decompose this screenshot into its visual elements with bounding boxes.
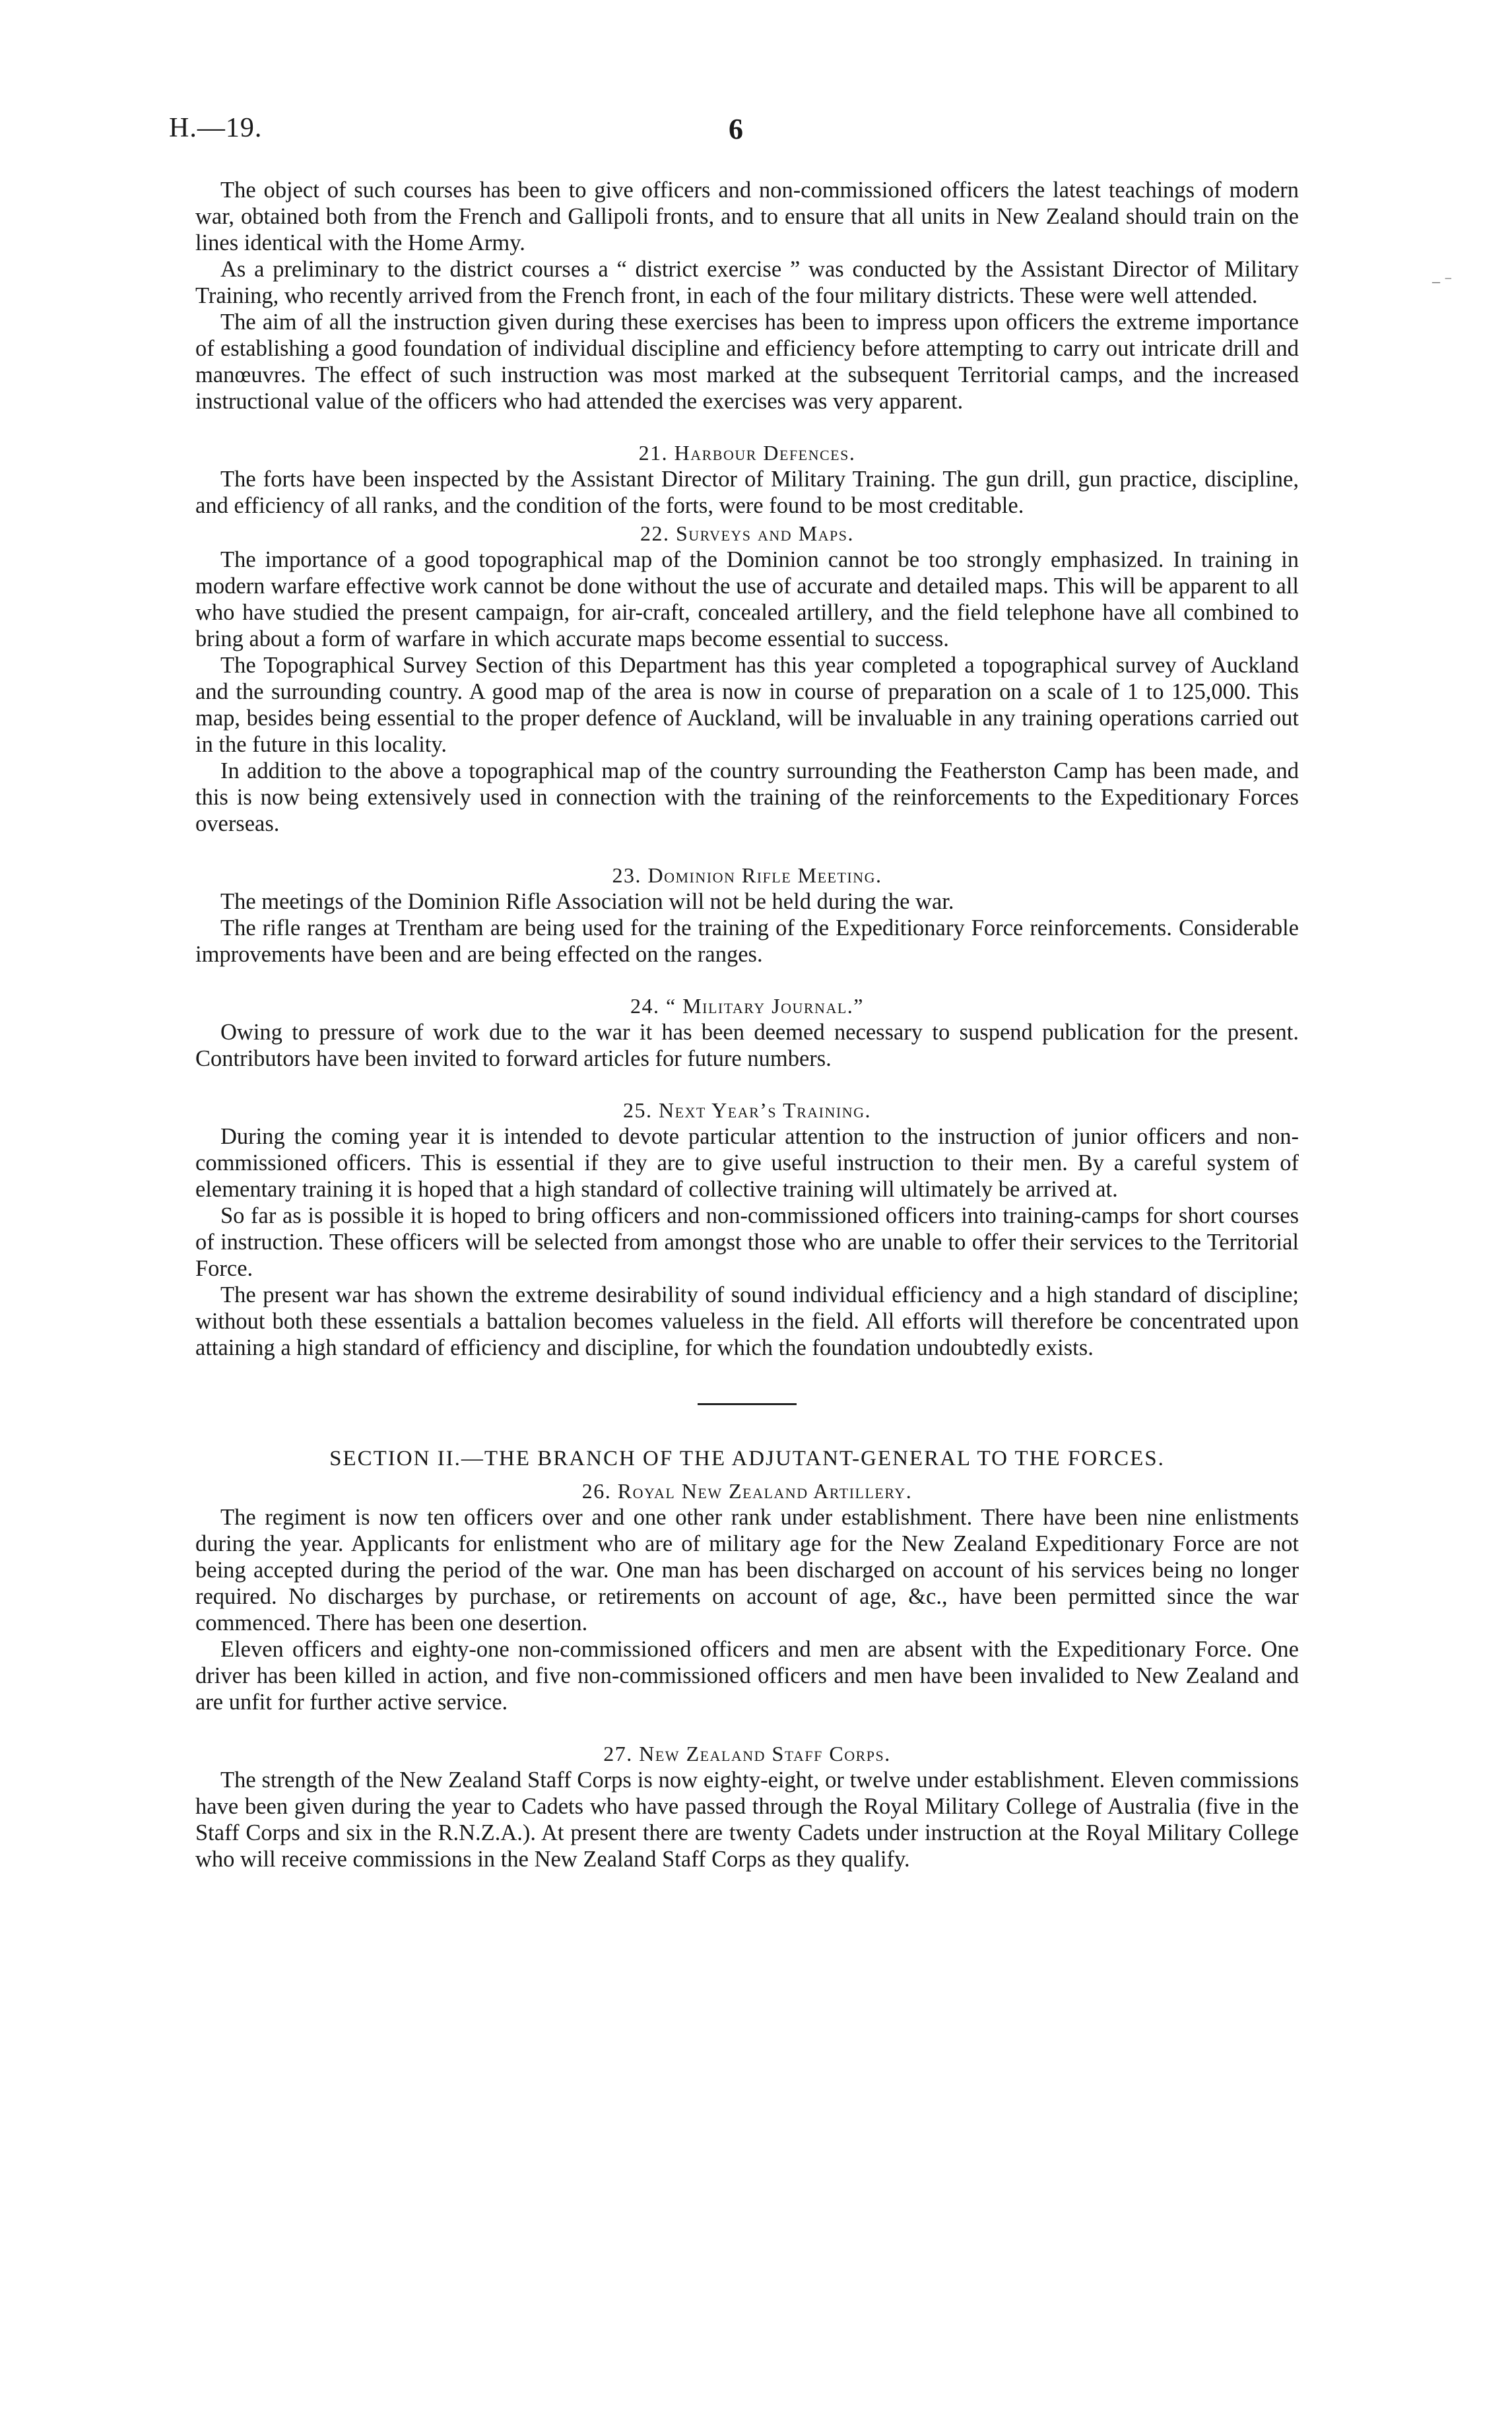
paragraph: The rifle ranges at Trentham are being used for the training of the Expeditionary Force reinforcements. Considerable improvements have been and are being effected on the ranges. — [195, 915, 1299, 967]
paragraph: Eleven officers and eighty-one non-commissioned officers and men are absent with the Expeditionary Force. One driver has been killed in action, and five non-commissioned officers and men have been invalided to New Zealand and are unfit for further active service. — [195, 1637, 1299, 1715]
paragraph: The aim of all the instruction given during these exercises has been to impress upon officers the extreme importance of establishing a good foundation of individual discipline and efficiency before attempting to carry out intricate drill and manœuvres. The effect of such instruction was most marked at the subsequent Territorial camps, and the increased instructional value of the officers who had attended the exercises was very apparent. — [195, 310, 1299, 414]
paragraph: During the coming year it is intended to devote particular attention to the instruction of junior officers and non-commissioned officers. This is essential if they are to give useful instruction to their men. By a careful system of elementary training it is hoped that a high standard of collective training will ultimately be arrived at. — [195, 1124, 1299, 1202]
paragraph: Owing to pressure of work due to the war it has been deemed necessary to suspend publication for the present. Contributors have been invited to forward articles for future numbers. — [195, 1020, 1299, 1071]
paragraph: In addition to the above a topographical map of the country surrounding the Featherston Camp has been made, and this is now being extensively used in connection with the training of the reinforcements to the Expeditionary Forces overseas. — [195, 758, 1299, 836]
paragraph: The forts have been inspected by the Assistant Director of Military Training. The gun drill, gun practice, discipline, and efficiency of all ranks, and the condition of the forts, were found to be most creditable. — [195, 467, 1299, 518]
paragraph: The meetings of the Dominion Rifle Association will not be held during the war. — [220, 889, 954, 914]
paragraph: The present war has shown the extreme desirability of sound individual efficiency and a high standard of discipline; without both these essentials a battalion becomes valueless in the field. All efforts will therefore be concentrated upon attaining a high standard of efficiency and discipline, for which the foundation undoubtedly exists. — [195, 1282, 1299, 1360]
page-number: 6 — [729, 113, 743, 145]
paragraph: The importance of a good topographical map of the Dominion cannot be too strongly emphasized. In training in modern warfare effective work cannot be done without the use of accurate and detailed maps. This will be apparent to all who have studied the present campaign, for air-craft, concealed artillery, and the field telephone have all combined to bring about a form of warfare in which accurate maps become essential to success. — [195, 547, 1299, 651]
section-heading-royal-nz-artillery: 26. Royal New Zealand Artillery. — [581, 1479, 913, 1503]
paragraph: The object of such courses has been to give officers and non-commissioned officers the latest teachings of modern war, obtained both from the French and Gallipoli fronts, and to ensure that all units in New Zealand should train on the lines identical with the Home Army. — [195, 178, 1299, 255]
paragraph: The regiment is now ten officers over and one other rank under establishment. There have been nine enlistments during the year. Applicants for enlistment who are of military age for the New Zealand Expeditionary Force are not being accepted during the period of the war. One man has been discharged on account of his services being no longer required. No discharges by purchase, or retirements on account of age, &c., have been permitted since the war commenced. There has been one desertion. — [195, 1505, 1299, 1635]
section-heading-harbour-defences: 21. Harbour Defences. — [638, 441, 856, 465]
section-heading-next-years-training: 25. Next Year’s Training. — [622, 1098, 872, 1122]
paragraph: As a preliminary to the district courses a “ district exercise ” was conducted by the Assistant Director of Military Training, who recently arrived from the French front, in each of the four military districts. These were well attended. — [195, 257, 1299, 308]
document-reference: H.—19. — [169, 113, 263, 143]
paragraph: So far as is possible it is hoped to bring officers and non-commissioned officers into training-camps for short courses of instruction. These officers will be selected from amongst those who are unable to offer their services to the Territorial Force. — [195, 1203, 1299, 1281]
paragraph: The strength of the New Zealand Staff Corps is now eighty-eight, or twelve under establishment. Eleven commissions have been given during the year to Cadets who have passed through the Royal Military College of Australia (five in the Staff Corps and six in the R.N.Z.A.). At present there are twenty Cadets under instruction at the Royal Military College who will receive commissions in the New Zealand Staff Corps as they qualify. — [195, 1767, 1299, 1872]
section-ii-title: SECTION II.—THE BRANCH OF THE ADJUTANT-GENERAL TO THE FORCES. — [329, 1447, 1165, 1470]
section-heading-surveys-and-maps: 22. Surveys and Maps. — [640, 521, 855, 545]
paragraph: The Topographical Survey Section of this Department has this year completed a topographical survey of Auckland and the surrounding country. A good map of the area is now in course of preparation on a scale of 1 to 125,000. This map, besides being essential to the proper defence of Auckland, will be invaluable in any training operations carried out in the future in this locality. — [195, 653, 1299, 757]
margin-mark: – ⁻ — [1432, 273, 1453, 290]
section-heading-nz-staff-corps: 27. New Zealand Staff Corps. — [603, 1742, 891, 1766]
page-header — [169, 112, 1343, 152]
section-heading-military-journal: 24. “ Military Journal.” — [630, 994, 864, 1018]
section-heading-dominion-rifle-meeting: 23. Dominion Rifle Meeting. — [612, 863, 882, 887]
section-divider — [698, 1403, 797, 1405]
body-text — [195, 177, 1299, 1872]
